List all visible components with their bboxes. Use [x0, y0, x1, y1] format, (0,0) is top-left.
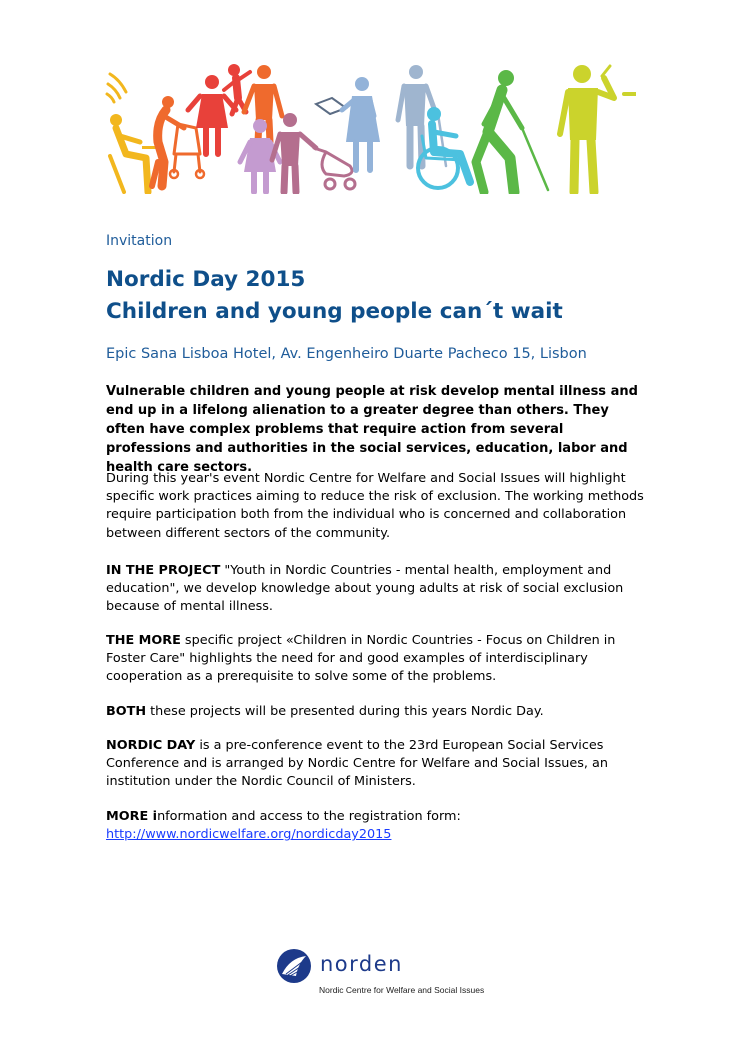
sound-waves-icon: [107, 74, 126, 102]
paragraph-both: [106, 703, 646, 721]
paragraph-nordic-day-heading: NORDIC DAY: [106, 738, 196, 753]
norden-subtitle: Nordic Centre for Welfare and Social Issues: [319, 985, 485, 995]
invitation-label: Invitation: [106, 233, 173, 249]
venue-address: Epic Sana Lisboa Hotel, Av. Engenheiro Duarte Pacheco 15, Lisbon: [106, 346, 587, 362]
blind-man-icon: [476, 70, 548, 192]
man-mauve-icon: [272, 113, 316, 192]
paragraph-project-heading: IN THE PROJECT: [106, 563, 221, 578]
stroller-icon: [314, 148, 355, 189]
paragraph-both-body: these projects will be presented during this years Nordic Day.: [146, 704, 544, 719]
paragraph-foster-care-body: specific project «Children in Nordic Countries - Focus on Children in Foster Care" highlights the need for and good examples of interdisciplinary cooperation as a prerequisite to solve some of the problems.: [106, 633, 616, 685]
wheelchair-user-icon: [418, 107, 470, 188]
drinking-man-icon: [560, 65, 636, 192]
people-illustration: [104, 62, 636, 194]
registration-link[interactable]: http://www.nordicwelfare.org/nordicday2015: [106, 827, 392, 843]
paragraph-event: During this year's event Nordic Centre for Welfare and Social Issues will highlight specific work practices aiming to reduce the risk of exclusion. The working methods require participation both from the individual who is concerned and collaboration between different sectors of the community.: [106, 471, 644, 541]
title-line-2: Children and young people can´t wait: [106, 299, 563, 324]
paragraph-nordic-day-body: is a pre-conference event to the 23rd European Social Services Conference and is arranged by Nordic Centre for Welfare and Social Issues, an institution under the Nordic Council of Ministers.: [106, 738, 609, 790]
title-line-1: Nordic Day 2015: [106, 267, 306, 292]
paragraph-project: [106, 562, 646, 617]
paragraph-foster-care: [106, 632, 646, 687]
reading-woman-icon: [342, 77, 380, 170]
paragraph-project-body: "Youth in Nordic Countries - mental health, employment and education", we develop knowledge about young adults at risk of social exclusion because of mental illness.: [106, 563, 624, 615]
paragraph-more-info: [106, 808, 646, 844]
paragraph-nordic-day: [106, 737, 646, 792]
page-title: [106, 264, 563, 328]
paragraph-more-info-heading: MORE i: [106, 809, 158, 824]
norden-swan-icon: [276, 948, 312, 984]
paragraph-more-info-body: nformation and access to the registration form:: [157, 809, 461, 824]
norden-logo: [276, 948, 516, 998]
norden-wordmark: norden: [320, 952, 403, 976]
lead-paragraph: Vulnerable children and young people at risk develop mental illness and end up in a lifelong alienation to a greater degree than others. They often have complex problems that require action from several professions and authorities in the social services, education, labor and health care sectors.: [106, 384, 638, 475]
paragraph-both-heading: BOTH: [106, 704, 147, 719]
paragraph-foster-care-heading: THE MORE: [106, 633, 181, 648]
walker-person-icon: [152, 96, 204, 186]
